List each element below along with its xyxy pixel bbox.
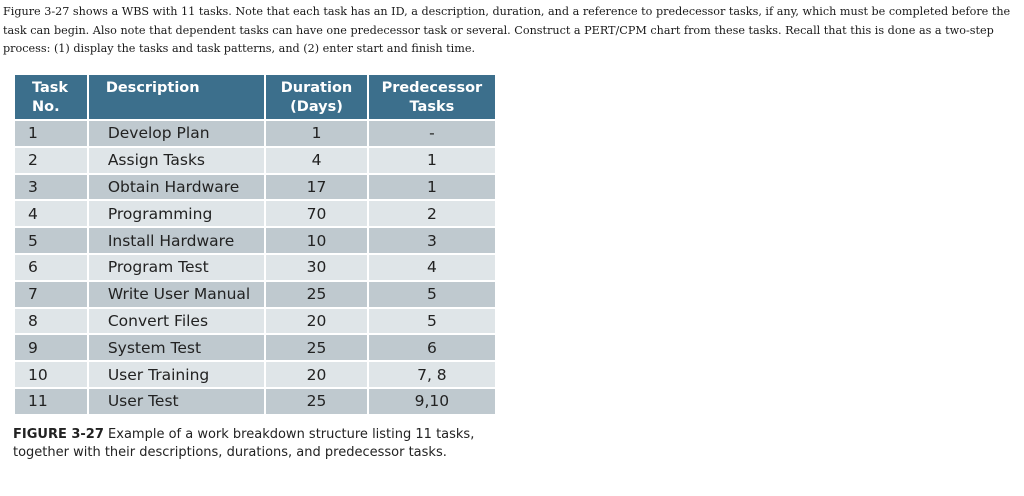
task-no-cell bbox=[15, 335, 87, 360]
predecessor-cell-text: 9,10 bbox=[414, 392, 450, 411]
predecessor-cell bbox=[369, 121, 495, 146]
duration-cell-text: 25 bbox=[306, 338, 327, 357]
description-cell bbox=[89, 389, 264, 414]
task-no-cell bbox=[15, 389, 87, 414]
duration-cell bbox=[266, 255, 367, 280]
duration-cell-text: 70 bbox=[306, 204, 327, 223]
duration-cell bbox=[266, 228, 367, 253]
wbs-figure bbox=[13, 73, 497, 462]
table-row bbox=[15, 175, 495, 200]
description-cell bbox=[89, 201, 264, 226]
duration-cell-text: 20 bbox=[306, 311, 327, 330]
task-no-cell-text: 4 bbox=[28, 204, 38, 223]
predecessor-cell-text: - bbox=[429, 124, 435, 143]
caption-label: FIGURE 3-27 bbox=[13, 426, 104, 442]
header-predecessor-line1: Predecessor bbox=[381, 80, 483, 96]
description-cell-text: Write User Manual bbox=[107, 285, 251, 304]
problem-statement: Figure 3-27 shows a WBS with 11 tasks. Note that each task has an ID, a description, duration, and a reference to predecessor tasks, if any, which must be completed before the task can begin. Also note that dependent tasks can have one predecessor task or several. Construct a PERT/CPM chart from these tasks. Recall that this is done as a two-step process: (1) display the tasks and task patterns, and (2) enter start and finish time. bbox=[3, 5, 1011, 55]
task-no-cell bbox=[15, 309, 87, 334]
duration-cell-text: 17 bbox=[306, 177, 327, 196]
duration-cell bbox=[266, 148, 367, 173]
predecessor-cell bbox=[369, 362, 495, 387]
duration-cell bbox=[266, 282, 367, 307]
table-row bbox=[15, 201, 495, 226]
task-no-cell bbox=[15, 255, 87, 280]
duration-cell-text: 10 bbox=[306, 231, 327, 250]
description-cell bbox=[89, 255, 264, 280]
task-no-cell-text: 3 bbox=[28, 177, 38, 196]
description-cell-text: Convert Files bbox=[107, 311, 209, 330]
task-no-cell-text: 9 bbox=[28, 338, 38, 357]
caption-text: Example of a work breakdown structure listing 11 tasks, together with their descriptions, durations, and predecessor tasks. bbox=[13, 426, 475, 460]
task-no-cell-text: 2 bbox=[28, 151, 38, 170]
wbs-table bbox=[13, 73, 497, 416]
duration-cell-text: 30 bbox=[306, 258, 327, 277]
header-predecessor-line2: Tasks bbox=[409, 99, 455, 115]
predecessor-cell-text: 4 bbox=[426, 258, 437, 277]
header-task-no-line2: No. bbox=[32, 99, 60, 115]
predecessor-cell-text: 1 bbox=[426, 177, 437, 196]
predecessor-cell-text: 3 bbox=[426, 231, 437, 250]
duration-cell bbox=[266, 201, 367, 226]
description-cell-text: Program Test bbox=[107, 258, 209, 277]
description-cell-text: User Test bbox=[107, 392, 179, 411]
predecessor-cell bbox=[369, 389, 495, 414]
header-description-label: Description bbox=[105, 80, 200, 96]
table-row bbox=[15, 389, 495, 414]
duration-cell bbox=[266, 309, 367, 334]
predecessor-cell bbox=[369, 309, 495, 334]
task-no-cell-text: 8 bbox=[28, 311, 38, 330]
predecessor-cell bbox=[369, 148, 495, 173]
header-task-no-line1: Task bbox=[32, 80, 69, 96]
description-cell bbox=[89, 362, 264, 387]
predecessor-cell bbox=[369, 282, 495, 307]
duration-cell bbox=[266, 389, 367, 414]
predecessor-cell bbox=[369, 255, 495, 280]
predecessor-cell bbox=[369, 335, 495, 360]
description-cell-text: User Training bbox=[107, 365, 210, 384]
description-cell-text: Programming bbox=[107, 204, 213, 223]
predecessor-cell-text: 5 bbox=[426, 311, 437, 330]
header-duration-line2: (Days) bbox=[290, 99, 343, 115]
duration-cell bbox=[266, 362, 367, 387]
table-row bbox=[15, 255, 495, 280]
description-cell-text: Develop Plan bbox=[107, 124, 210, 143]
task-no-cell bbox=[15, 362, 87, 387]
table-row bbox=[15, 309, 495, 334]
task-no-cell bbox=[15, 121, 87, 146]
description-cell bbox=[89, 121, 264, 146]
predecessor-cell bbox=[369, 228, 495, 253]
description-cell bbox=[89, 228, 264, 253]
description-cell-text: Install Hardware bbox=[107, 231, 235, 250]
duration-cell-text: 4 bbox=[311, 151, 322, 170]
duration-cell-text: 20 bbox=[306, 365, 327, 384]
header-duration-line1: Duration bbox=[280, 80, 353, 96]
predecessor-cell-text: 2 bbox=[426, 204, 437, 223]
header-predecessor bbox=[369, 75, 495, 119]
task-no-cell bbox=[15, 148, 87, 173]
figure-caption bbox=[13, 426, 513, 462]
description-cell bbox=[89, 175, 264, 200]
predecessor-cell bbox=[369, 175, 495, 200]
task-no-cell bbox=[15, 228, 87, 253]
predecessor-cell-text: 1 bbox=[426, 151, 437, 170]
task-no-cell-text: 1 bbox=[28, 124, 38, 143]
duration-cell bbox=[266, 121, 367, 146]
description-cell bbox=[89, 335, 264, 360]
table-row bbox=[15, 282, 495, 307]
task-no-cell bbox=[15, 282, 87, 307]
description-cell-text: System Test bbox=[107, 338, 202, 357]
predecessor-cell-text: 7, 8 bbox=[417, 365, 447, 384]
task-no-cell-text: 10 bbox=[28, 365, 48, 384]
predecessor-cell-text: 5 bbox=[426, 285, 437, 304]
table-body bbox=[15, 121, 495, 414]
task-no-cell-text: 11 bbox=[28, 392, 48, 411]
duration-cell bbox=[266, 175, 367, 200]
table-row bbox=[15, 148, 495, 173]
task-no-cell-text: 6 bbox=[28, 258, 38, 277]
table-header-row bbox=[15, 75, 495, 119]
duration-cell-text: 25 bbox=[306, 392, 327, 411]
task-no-cell-text: 5 bbox=[28, 231, 38, 250]
predecessor-cell bbox=[369, 201, 495, 226]
description-cell bbox=[89, 148, 264, 173]
header-description bbox=[89, 75, 264, 119]
description-cell bbox=[89, 282, 264, 307]
table-row bbox=[15, 228, 495, 253]
duration-cell bbox=[266, 335, 367, 360]
duration-cell-text: 1 bbox=[311, 124, 322, 143]
task-no-cell bbox=[15, 201, 87, 226]
description-cell-text: Obtain Hardware bbox=[107, 177, 240, 196]
table-row bbox=[15, 335, 495, 360]
predecessor-cell-text: 6 bbox=[426, 338, 437, 357]
duration-cell-text: 25 bbox=[306, 285, 327, 304]
description-cell bbox=[89, 309, 264, 334]
task-no-cell bbox=[15, 175, 87, 200]
description-cell-text: Assign Tasks bbox=[107, 151, 205, 170]
task-no-cell-text: 7 bbox=[28, 285, 38, 304]
table-row bbox=[15, 121, 495, 146]
header-duration bbox=[266, 75, 367, 119]
header-task-no bbox=[15, 75, 87, 119]
table-row bbox=[15, 362, 495, 387]
